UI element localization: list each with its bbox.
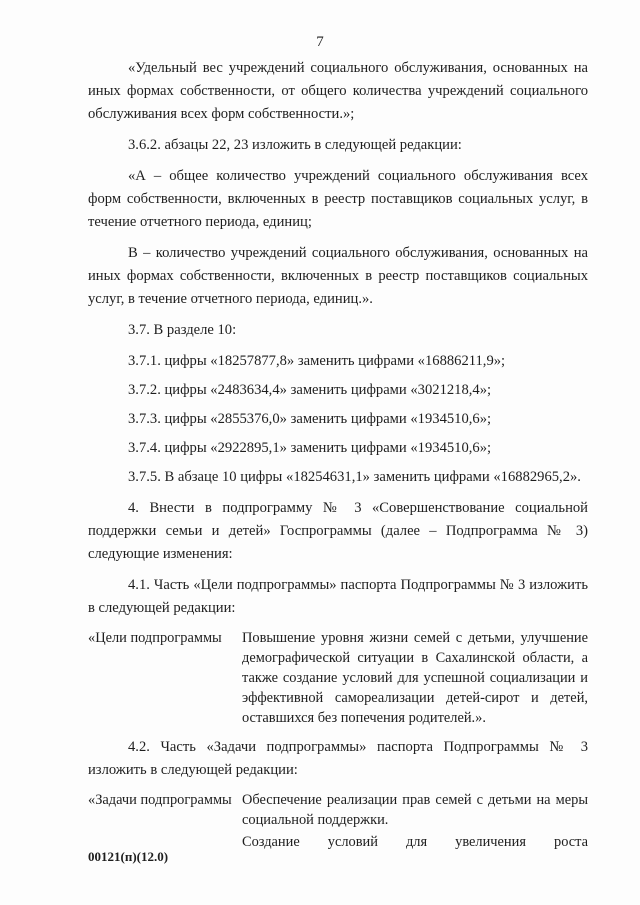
paragraph: В – количество учреждений социального обслуживания, основанных на иных формах собственности, включенных в реестр поставщиков социальных услуг, в течение отчетного периода, единиц.». <box>88 245 588 307</box>
paragraph: «А – общее количество учреждений социального обслуживания всех форм собственности, включенных в реестр поставщиков социальных услуг, в течение отчетного периода, единиц; <box>88 168 588 230</box>
paragraph: 4.2. Часть «Задачи подпрограммы» паспорта Подпрограммы № 3 изложить в следующей редакции: <box>88 739 588 778</box>
list-item: 3.7.3. цифры «2855376,0» заменить цифрами «1934510,6»; <box>128 411 492 427</box>
document-body <box>88 57 588 860</box>
goals-label: «Цели подпрограммы <box>88 630 222 646</box>
tasks-table <box>88 790 588 852</box>
tasks-value <box>242 790 588 852</box>
goals-value: Повышение уровня жизни семей с детьми, улучшение демографической ситуации в Сахалинской области, а также создание условий для успешной социализации и эффективной самореализации детей-сирот и детей, оставшихся без попечения родителей.». <box>242 630 588 726</box>
document-code: 00121(п)(12.0) <box>88 849 169 864</box>
tasks-value-1: Обеспечение реализации прав семей с детьми на меры социальной поддержки. <box>242 792 588 828</box>
goals-table <box>88 628 588 728</box>
list-item: 3.7.2. цифры «2483634,4» заменить цифрами «3021218,4»; <box>128 382 492 398</box>
paragraph: 3.7. В разделе 10: <box>128 322 237 338</box>
list-item: 3.7.1. цифры «18257877,8» заменить цифрами «16886211,9»; <box>128 353 506 369</box>
page-number: 7 <box>316 34 324 50</box>
paragraph: 4. Внести в подпрограмму № 3 «Совершенствование социальной поддержки семьи и детей» Госпрограммы (далее – Подпрограмма № 3) следующие изменения: <box>88 500 588 562</box>
tasks-value-2: Создание условий для увеличения роста <box>242 834 588 850</box>
paragraph: 3.6.2. абзацы 22, 23 изложить в следующей редакции: <box>128 137 462 153</box>
paragraph: «Удельный вес учреждений социального обслуживания, основанных на иных формах собственности, от общего количества учреждений социального обслуживания всех форм собственности.»; <box>88 60 588 122</box>
tasks-label: «Задачи подпрограммы <box>88 792 232 808</box>
list-item: 3.7.4. цифры «2922895,1» заменить цифрами «1934510,6»; <box>128 440 492 456</box>
paragraph: 3.7.5. В абзаце 10 цифры «18254631,1» заменить цифрами «16882965,2». <box>128 469 581 485</box>
paragraph: 4.1. Часть «Цели подпрограммы» паспорта Подпрограммы № 3 изложить в следующей редакции: <box>88 577 588 616</box>
